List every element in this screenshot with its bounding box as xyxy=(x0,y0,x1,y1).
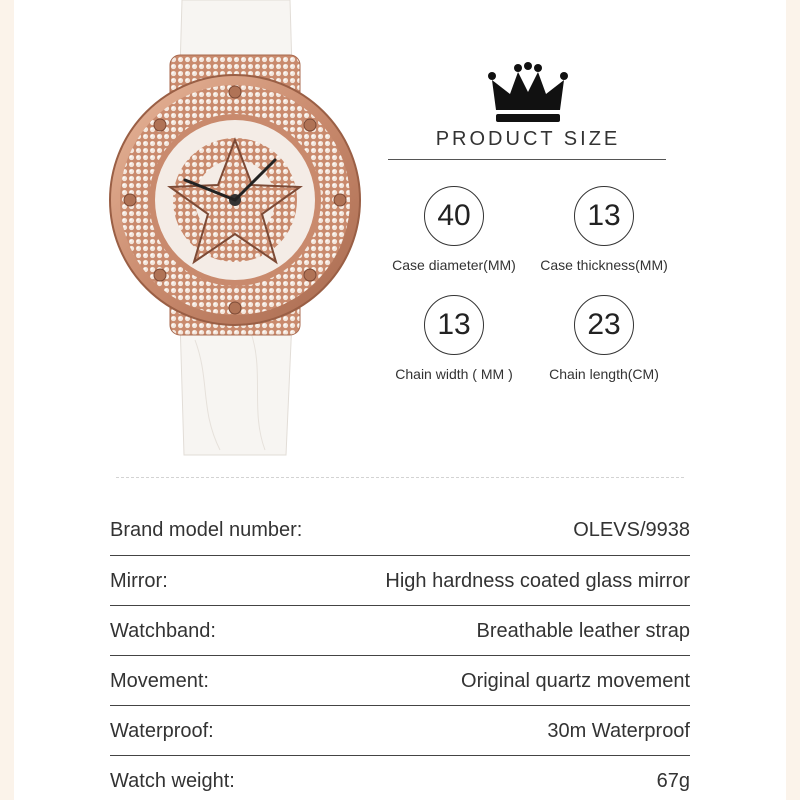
spec-label: Chain width ( MM ) xyxy=(395,366,513,382)
detail-row-watchband xyxy=(110,606,690,656)
detail-label: Mirror: xyxy=(110,569,168,592)
spec-case-diameter xyxy=(369,186,539,273)
detail-row-weight xyxy=(110,756,690,806)
spec-label: Case thickness(MM) xyxy=(540,257,668,273)
spec-value: 13 xyxy=(424,295,484,355)
detail-label: Movement: xyxy=(110,669,209,692)
right-edge-strip xyxy=(786,0,800,800)
watch-image xyxy=(100,0,370,460)
detail-label: Watch weight: xyxy=(110,769,235,792)
detail-label: Brand model number: xyxy=(110,518,303,541)
detail-value: High hardness coated glass mirror xyxy=(385,569,690,592)
detail-value: OLEVS/9938 xyxy=(573,518,690,541)
product-size-heading: PRODUCT SIZE xyxy=(435,128,621,150)
spec-value: 23 xyxy=(574,295,634,355)
dashed-divider xyxy=(116,477,684,478)
detail-label: Waterproof: xyxy=(110,719,214,742)
detail-row-mirror xyxy=(110,556,690,606)
detail-row-waterproof xyxy=(110,706,690,756)
spec-label: Chain length(CM) xyxy=(549,366,659,382)
spec-chain-length xyxy=(519,295,689,382)
detail-value: 67g xyxy=(656,769,690,792)
spec-case-thickness xyxy=(519,186,689,273)
crown-icon xyxy=(488,62,568,126)
detail-row-brand-model xyxy=(110,505,690,555)
spec-value: 40 xyxy=(424,186,484,246)
detail-value: 30m Waterproof xyxy=(547,719,690,742)
heading-underline xyxy=(388,159,666,160)
detail-row-movement xyxy=(110,656,690,706)
left-edge-strip xyxy=(0,0,14,800)
spec-label: Case diameter(MM) xyxy=(392,257,516,273)
detail-label: Watchband: xyxy=(110,619,216,642)
detail-value: Breathable leather strap xyxy=(476,619,690,642)
spec-value: 13 xyxy=(574,186,634,246)
detail-value: Original quartz movement xyxy=(461,669,690,692)
spec-chain-width xyxy=(369,295,539,382)
